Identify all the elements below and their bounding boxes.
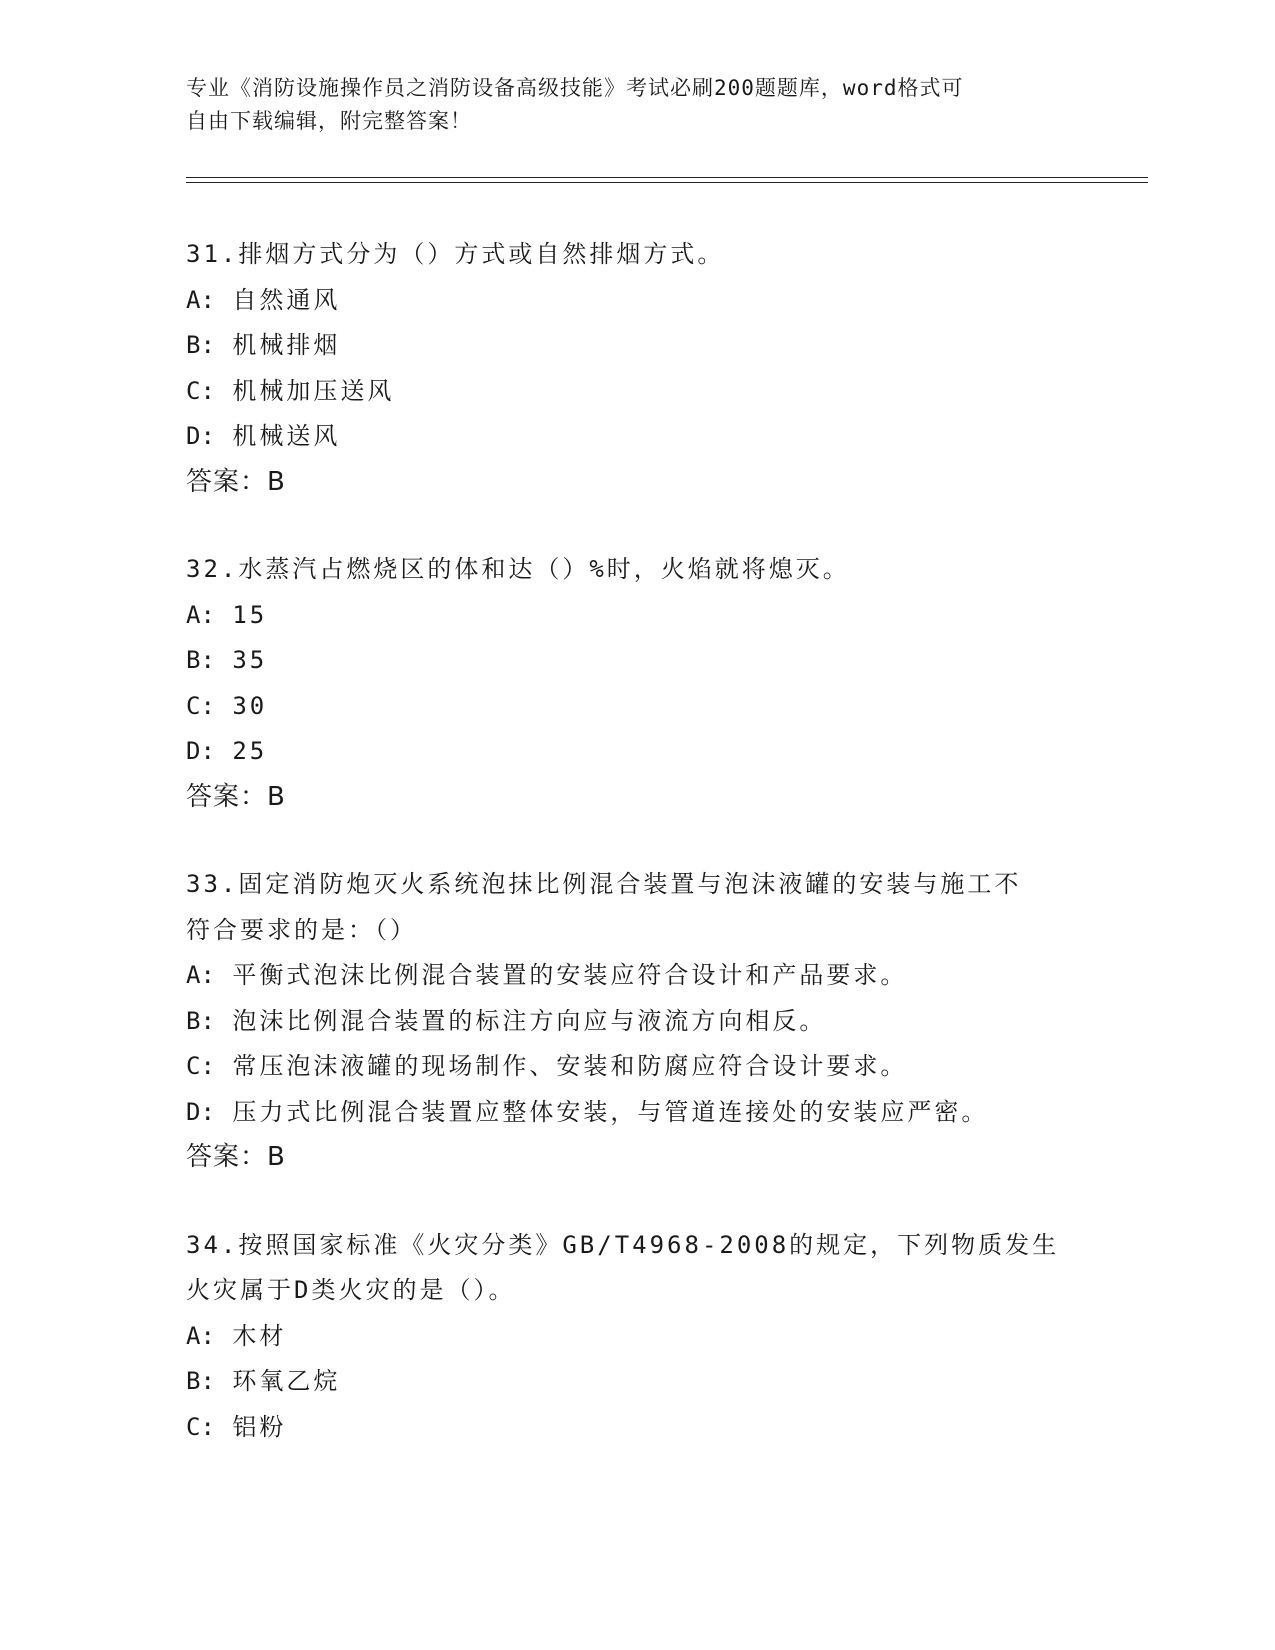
answer-option [186, 999, 1086, 1045]
answer-option [186, 1359, 1086, 1405]
answer-option [186, 953, 1086, 999]
option-spacer [215, 1052, 232, 1080]
option-key: D: [186, 1097, 215, 1126]
question-stem: 34.按照国家标准《火灾分类》GB/T4968-2008的规定，下列物质发生 [186, 1230, 1060, 1259]
answer-option [186, 729, 1086, 775]
question-stem: 火灾属于D类火灾的是（）。 [186, 1276, 516, 1304]
option-spacer [215, 377, 232, 405]
option-text: 机械加压送风 [232, 376, 395, 405]
answer-line: 答案：B [186, 781, 286, 812]
option-spacer [215, 1098, 232, 1126]
option-key: D: [186, 422, 215, 450]
answer-option [186, 684, 1086, 730]
answer-option [186, 323, 1086, 369]
answer-option [186, 1405, 1086, 1451]
answer-line: 答案：B [186, 1142, 286, 1172]
answer-option [186, 638, 1086, 684]
option-text: 机械送风 [232, 422, 341, 450]
option-spacer [215, 961, 232, 989]
option-spacer [215, 692, 232, 720]
option-key: B: [186, 646, 215, 674]
option-spacer [215, 331, 232, 359]
question-block [186, 547, 1086, 820]
answer-option [186, 1044, 1086, 1090]
option-text: 25 [232, 737, 268, 765]
question-block [186, 232, 1086, 505]
header-divider-bottom [186, 182, 1148, 183]
option-spacer [215, 422, 232, 450]
option-text: 泡沫比例混合装置的标注方向应与液流方向相反。 [232, 1006, 827, 1035]
option-key: A: [186, 600, 215, 629]
option-spacer [215, 737, 232, 765]
header-divider-top [186, 177, 1148, 178]
option-key: B: [186, 1367, 215, 1395]
header-line-1: 专业《消防设施操作员之消防设备高级技能》考试必刷200题题库，word格式可 [186, 76, 964, 100]
option-key: B: [186, 1006, 215, 1035]
answer-option [186, 1314, 1086, 1360]
option-spacer [215, 1413, 232, 1441]
option-key: B: [186, 331, 215, 359]
option-text: 压力式比例混合装置应整体安装，与管道连接处的安装应严密。 [232, 1097, 989, 1126]
answer-option [186, 1090, 1086, 1136]
option-key: A: [186, 285, 215, 314]
question-stem: 31.排烟方式分为（）方式或自然排烟方式。 [186, 240, 725, 268]
option-text: 机械排烟 [232, 331, 341, 359]
question-stem: 32.水蒸汽占燃烧区的体和达（）%时，火焰就将熄灭。 [186, 555, 850, 583]
option-spacer [215, 646, 232, 674]
question-stem: 33.固定消防炮灭火系统泡抹比例混合装置与泡沫液罐的安装与施工不 [186, 870, 1022, 898]
header-line-2: 自由下载编辑，附完整答案！ [186, 109, 472, 133]
question-stem: 符合要求的是：（） [186, 915, 417, 944]
option-spacer [215, 1322, 232, 1350]
option-text: 35 [232, 646, 268, 674]
option-text: 环氧乙烷 [232, 1367, 341, 1395]
option-text: 自然通风 [232, 285, 341, 314]
answer-option [186, 414, 1086, 460]
option-key: C: [186, 1412, 215, 1441]
document-header [186, 72, 1066, 138]
option-key: A: [186, 961, 215, 989]
option-text: 30 [232, 691, 268, 720]
option-text: 常压泡沫液罐的现场制作、安装和防腐应符合设计要求。 [232, 1052, 908, 1080]
answer-option [186, 593, 1086, 639]
question-block [186, 862, 1086, 1181]
option-spacer [215, 601, 232, 629]
option-key: C: [186, 1052, 215, 1080]
option-text: 平衡式泡沫比例混合装置的安装应符合设计和产品要求。 [232, 961, 908, 989]
answer-option [186, 369, 1086, 415]
option-spacer [215, 286, 232, 314]
option-text: 木材 [232, 1321, 287, 1350]
option-spacer [215, 1367, 232, 1395]
option-spacer [215, 1007, 232, 1035]
option-key: D: [186, 737, 215, 765]
option-key: A: [186, 1321, 215, 1350]
option-text: 铝粉 [232, 1412, 287, 1441]
option-text: 15 [232, 600, 268, 629]
question-list [186, 232, 1086, 1492]
option-key: C: [186, 376, 215, 405]
answer-line: 答案：B [186, 466, 286, 497]
option-key: C: [186, 691, 215, 720]
answer-option [186, 278, 1086, 324]
question-block [186, 1223, 1086, 1451]
